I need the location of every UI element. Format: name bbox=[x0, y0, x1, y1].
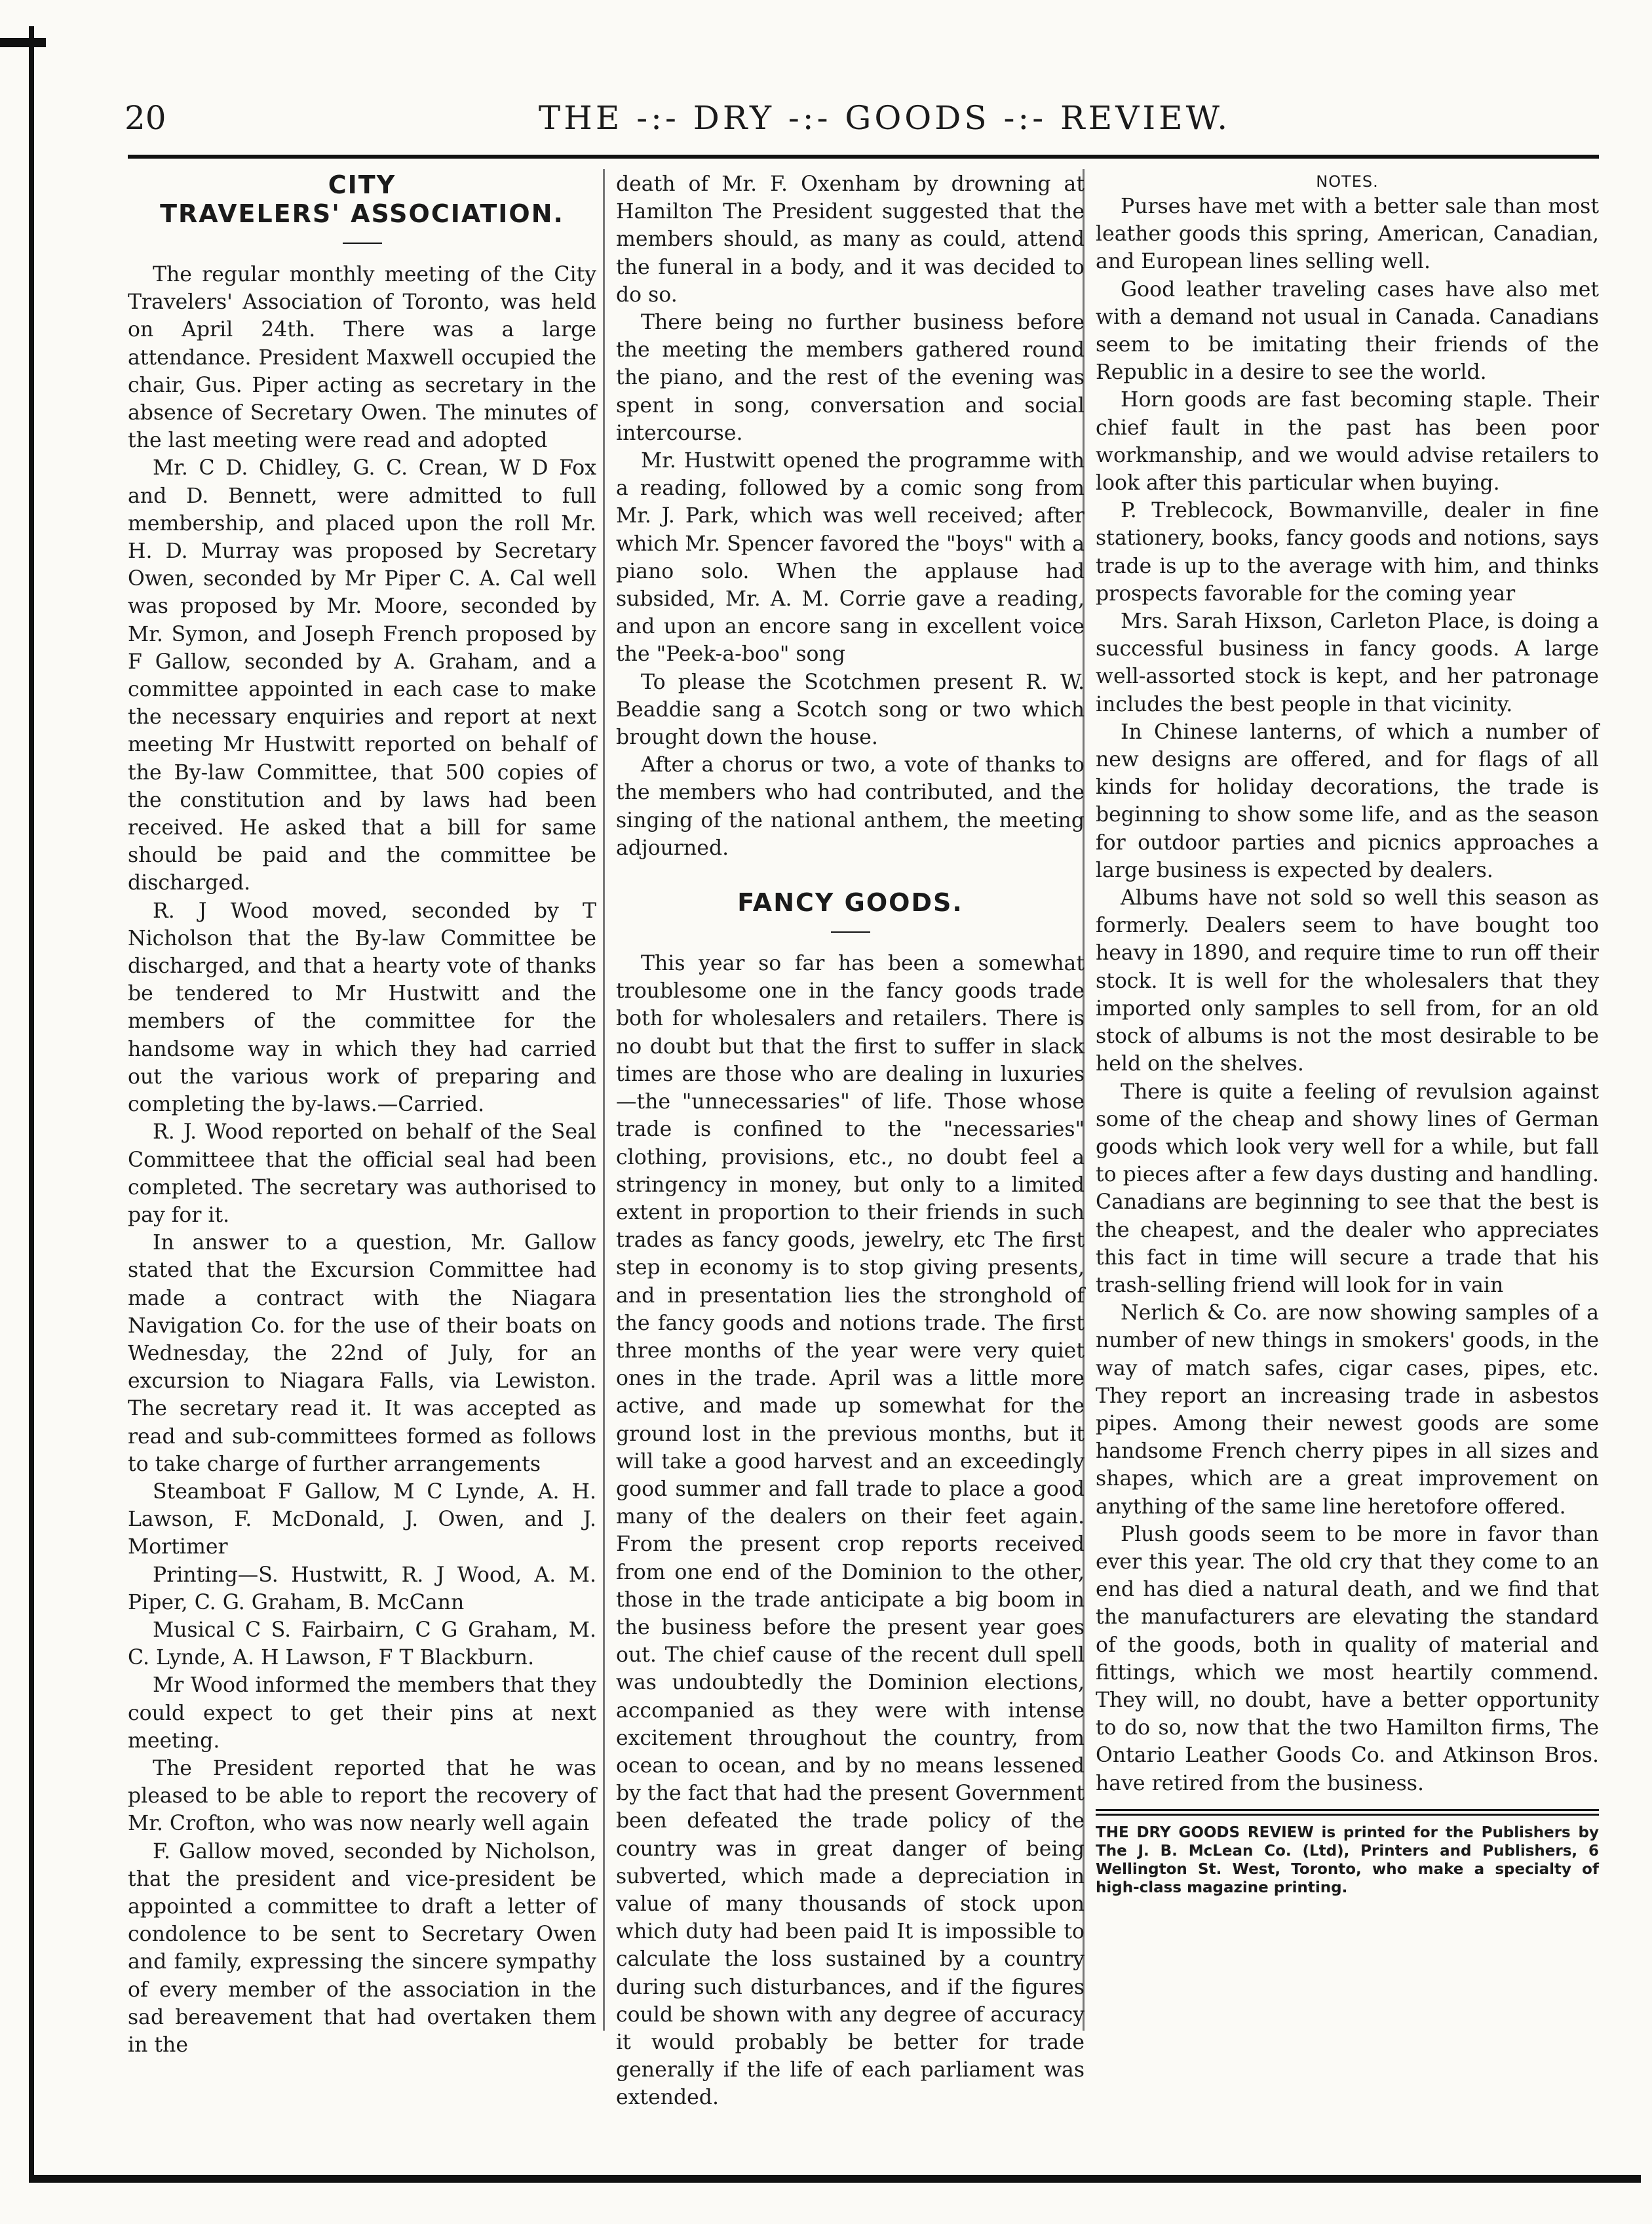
article-paragraph: The regular monthly meeting of the City Travelers' Association of Toronto, was held on April 24th. There was a large attendance. President Maxwell occupied the chair, Gus. Piper acting as secretary in the absence of Secretary Owen. The minutes of the last meeting were read and adopted bbox=[128, 263, 596, 453]
article-paragraph: R. J. Wood reported on behalf of the Seal Committeee that the official seal had been completed. The secretary was authorised to pay for it. bbox=[128, 1120, 596, 1227]
column-divider bbox=[603, 169, 605, 2031]
column-fancy-goods bbox=[616, 170, 1085, 2112]
article-heading: CITY bbox=[328, 170, 396, 199]
article-paragraph: In answer to a question, Mr. Gallow stated that the Excursion Committee had made a contract with the Niagara Navigation Co. for the use of their boats on Wednesday, the 22nd of July, for an excursion to Niagara Falls, via Lewiston. The secretary read it. It was accepted as read and sub-committees formed as follows to take charge of further arrangements bbox=[128, 1231, 596, 1476]
imprint-rule bbox=[1096, 1809, 1599, 1811]
publication-title: THE -:- DRY -:- GOODS -:- REVIEW. bbox=[538, 99, 1231, 137]
article-paragraph: The President reported that he was pleased to be able to report the recovery of Mr. Crofton, who was now nearly well again bbox=[128, 1756, 596, 1836]
page-number: 20 bbox=[125, 99, 166, 137]
column-notes bbox=[1096, 170, 1599, 1897]
notes-heading: NOTES. bbox=[1316, 172, 1379, 191]
imprint-rule bbox=[1096, 1814, 1599, 1816]
page-edge-mark bbox=[0, 38, 46, 47]
article-heading: FANCY GOODS. bbox=[737, 888, 963, 918]
article-paragraph: Nerlich & Co. are now showing samples of a number of new things in smokers' goods, in the way of match safes, cigar cases, pipes, etc. They report an increasing trade in asbestos pipes. Among their newest goods are some handsome French cherry pipes in all sizes and shapes, which are a great improvement on anything of the same line heretofore offered. bbox=[1096, 1301, 1599, 1519]
article-paragraph: F. Gallow moved, seconded by Nicholson, that the president and vice-president be appointed a committee to draft a letter of condolence to be sent to Secretary Owen and family, expressing the sincere sympathy of every member of the association in the sad bereavement that had overtaken them in the bbox=[128, 1839, 596, 2057]
article-paragraph: Good leather traveling cases have also met with a demand not usual in Canada. Canadians seem to be imitating their friends of the Republic in a desire to see the world. bbox=[1096, 277, 1599, 385]
heading-rule bbox=[343, 243, 382, 244]
article-paragraph: death of Mr. F. Oxenham by drowning at Hamilton The President suggested that the members should, as many as could, attend the funeral in a body, and it was decided to do so. bbox=[616, 172, 1085, 307]
article-paragraph: P. Treblecock, Bowmanville, dealer in fine stationery, books, fancy goods and notions, says trade is up to the average with him, and thinks prospects favorable for the coming year bbox=[1096, 499, 1599, 606]
article-paragraph: In Chinese lanterns, of which a number of new designs are offered, and for flags of all kinds for holiday decorations, the trade is beginning to show some life, and as the season for outdoor parties and picnics approaches a large business is expected by dealers. bbox=[1096, 720, 1599, 882]
article-paragraph: To please the Scotchmen present R. W. Beaddie sang a Scotch song or two which brought down the house. bbox=[616, 670, 1085, 750]
article-paragraph: This year so far has been a somewhat troublesome one in the fancy goods trade both for wholesalers and retailers. There is no doubt but that the first to suffer in slack times are those who are dealing in luxuries—the "unnecessaries" of life. Those whose trade is confined to the "necessaries" clothing, provisions, etc., no doubt feel a stringency in money, but only to a limited extent in proportion to their friends in such trades as fancy goods, jewelry, etc The first step in economy is to stop giving presents, and in presentation lies the stronghold of the fancy goods and notions trade. The first three months of the year were very quiet ones in the trade. April was a little more active, and made up somewhat for the ground lost in the previous months, but it will take a good harvest and an exceedingly good summer and fall trade to place a good many of the dealers on their feet again. From the present crop reports received from one end of the Dominion to the other, those in the trade anticipate a big boom in the business before the present year goes out. The chief cause of the recent dull spell was undoubtedly the Dominion elections, accompanied as they were with intense excitement throughout the country, from ocean to ocean, and by no means lessened by the fact that had the present Government been defeated the trade policy of the country was in great danger of being subverted, which made a depreciation in value of many thousands of stock upon which duty had been paid It is impossible to calculate the loss sustained by a country during such disturbances, and if the figures could be shown with any degree of accuracy it would probably be better for trade generally if the life of each parliament was extended. bbox=[616, 952, 1085, 2110]
article-paragraph: Albums have not sold so well this season as formerly. Dealers seem to have bought too heavy in 1890, and require time to run off their stock. It is well for the wholesalers that they imported only samples to sell from, for an old stock of albums is not the most desirable to be held on the shelves. bbox=[1096, 886, 1599, 1076]
article-paragraph: There is quite a feeling of revulsion against some of the cheap and showy lines of German goods which look very well for a while, but fall to pieces after a few days dusting and handling. Canadians are beginning to see that the best is the cheapest, and the dealer who appreciates this fact in time will secure a trade that his trash-selling friend will look for in vain bbox=[1096, 1080, 1599, 1297]
article-paragraph: Plush goods seem to be more in favor than ever this year. The old cry that they come to an end has died a natural death, and we find that the manufacturers are elevating the standard of the goods, both in quality of material and fittings, which we most heartily commend. They will, no doubt, have a better opportunity to do so, now that the two Hamilton firms, The Ontario Leather Goods Co. and Atkinson Bros. have retired from the business. bbox=[1096, 1522, 1599, 1795]
article-heading: TRAVELERS' ASSOCIATION. bbox=[160, 199, 564, 228]
article-paragraph: Purses have met with a better sale than most leather goods this spring, American, Canadian, and European lines selling well. bbox=[1096, 195, 1599, 274]
page-edge-bottom bbox=[29, 2175, 1641, 2183]
column-city-travelers bbox=[128, 170, 596, 2059]
article-paragraph: Musical C S. Fairbairn, C G Graham, M. C. Lynde, A. H Lawson, F T Blackburn. bbox=[128, 1618, 596, 1670]
article-paragraph: After a chorus or two, a vote of thanks to the members who had contributed, and the singing of the national anthem, the meeting adjourned. bbox=[616, 753, 1085, 860]
article-paragraph: Steamboat F Gallow, M C Lynde, A. H. Lawson, F. McDonald, J. Owen, and J. Mortimer bbox=[128, 1479, 596, 1559]
header-rule bbox=[128, 155, 1599, 159]
article-paragraph: Mr Wood informed the members that they could expect to get their pins at next meeting. bbox=[128, 1673, 596, 1753]
heading-rule bbox=[831, 931, 870, 933]
article-paragraph: R. J Wood moved, seconded by T Nicholson that the By-law Committee be discharged, and that a hearty vote of thanks be tendered to Mr Hustwitt and the members of the committee for the handsome way in which they had carried out the various work of preparing and completing the by-laws.—Carried. bbox=[128, 899, 596, 1117]
printer-imprint: THE DRY GOODS REVIEW is printed for the Publishers by The J. B. McLean Co. (Ltd), Printers and Publishers, 6 Wellington St. West, Toronto, who make a specialty of high-class magazine printing. bbox=[1096, 1824, 1599, 1896]
page-edge-left bbox=[29, 26, 34, 2176]
article-paragraph: Mrs. Sarah Hixson, Carleton Place, is doing a successful business in fancy goods. A large well-assorted stock is kept, and her patronage includes the best people in that vicinity. bbox=[1096, 610, 1599, 716]
article-paragraph: Printing—S. Hustwitt, R. J Wood, A. M. Piper, C. G. Graham, B. McCann bbox=[128, 1563, 596, 1614]
article-paragraph: Horn goods are fast becoming staple. Their chief fault in the past has been poor workmanship, and we would advise retailers to look after this particular when buying. bbox=[1096, 388, 1599, 496]
article-paragraph: Mr. Hustwitt opened the programme with a reading, followed by a comic song from Mr. J. Park, which was well received; after which Mr. Spencer favored the "boys" with a piano solo. When the applause had subsided, Mr. A. M. Corrie gave a reading, and upon an encore sang in excellent voice the "Peek-a-boo" song bbox=[616, 449, 1085, 667]
article-paragraph: Mr. C D. Chidley, G. C. Crean, W D Fox and D. Bennett, were admitted to full membership, and placed upon the roll Mr. H. D. Murray was proposed by Secretary Owen, seconded by Mr Piper C. A. Cal well was proposed by Mr. Moore, seconded by Mr. Symon, and Joseph French proposed by F Gallow, seconded by A. Graham, and a committee appointed in each case to make the necessary enquiries and report at next meeting Mr Hustwitt reported on behalf of the By-law Committee, that 500 copies of the constitution and by laws had been received. He asked that a bill for same should be paid and the committee be discharged. bbox=[128, 456, 596, 895]
article-paragraph: There being no further business before the meeting the members gathered round the piano, and the rest of the evening was spent in song, conversation and social intercourse. bbox=[616, 311, 1085, 445]
